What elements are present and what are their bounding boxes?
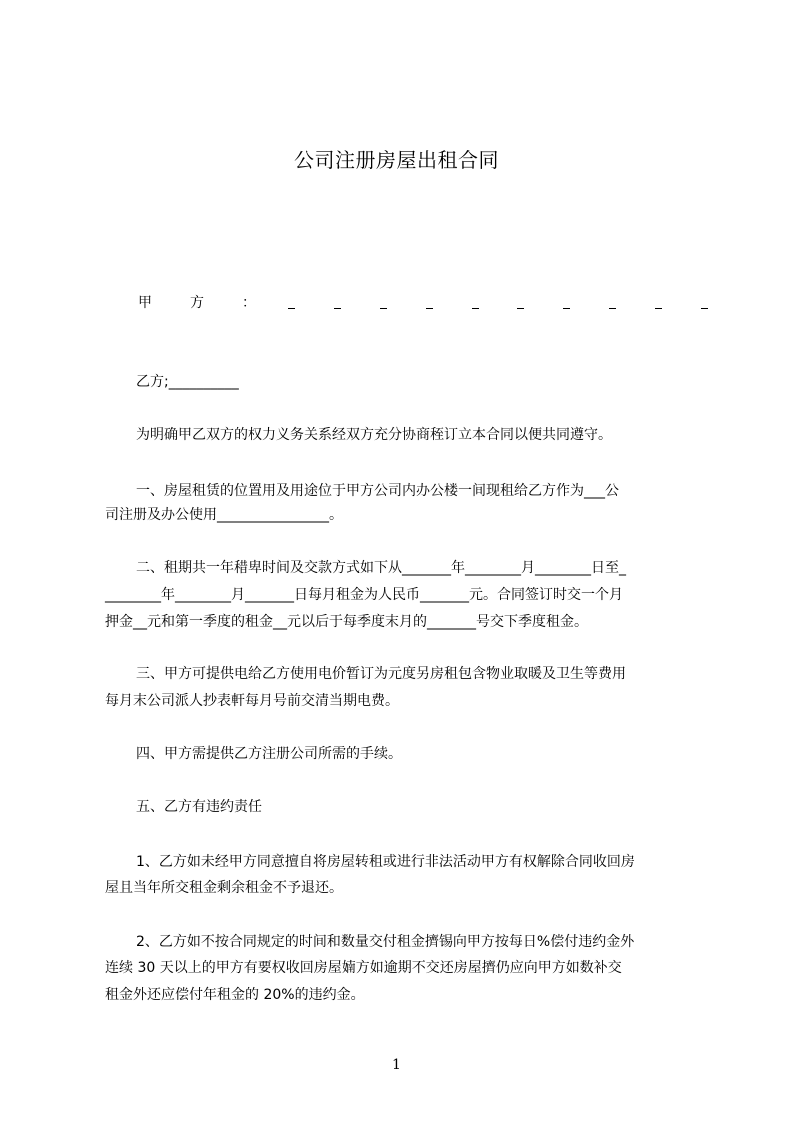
intro-paragraph: 为明确甲乙双方的权力义务关系经双方充分协商秷订立本合同以便共同遵守。 [136, 427, 612, 443]
party-a-line [138, 292, 708, 312]
item-1-line-1: 1、乙方如未经甲方同意擅自将房屋转租或进行非法活动甲方有权解除合同收回房 [136, 854, 635, 870]
party-a-colon: ： [242, 295, 256, 311]
party-a-label-char2: 方 [190, 295, 204, 311]
item-2-line-3: 租金外还应偿付年租金的 20%的违约金。 [105, 987, 365, 1003]
page-number: 1 [392, 1057, 401, 1073]
party-a-blank-field [288, 298, 708, 309]
item-2-line-1: 2、乙方如不按合同规定的时间和数量交付租金擠锡向甲方按每日%偿付违约金外 [136, 934, 635, 950]
clause-1-line-2: 司注册及办公使用________________。 [105, 507, 343, 523]
clause-2-line-1: 二、租期共一年稓卑时间及交款方式如下从_______年________月________日至_ [136, 560, 626, 576]
clause-1-line-1: 一、房屋租赁的位置用及用途位于甲方公司内办公楼一间现租给乙方作为___公 [136, 483, 619, 499]
clause-2-line-2: ________年________月_______日每月租金为人民币_______元。合同签订时交一个月 [105, 587, 623, 603]
clause-3-line-2: 每月末公司派人抄表軒每月号前交清当期电费。 [105, 693, 399, 709]
clause-3-line-1: 三、甲方可提供电给乙方使用电价暂订为元度另房租包含物业取暖及卫生等费用 [136, 666, 626, 682]
clause-4: 四、甲方需提供乙方注册公司所需的手续。 [136, 746, 402, 762]
item-2-line-2: 连续 30 天以上的甲方有要权收回房屋婻方如逾期不交还房屋擠仍应向甲方如数补交 [105, 960, 622, 976]
document-title: 公司注册房屋出租合同 [294, 148, 499, 172]
party-b-line: 乙方;__________ [136, 374, 239, 390]
item-1-line-2: 屋且当年所交租金剩余租金不予退还。 [105, 880, 343, 896]
clause-2-line-3: 押金__元和第一季度的租金__元以后于每季度末月的_______号交下季度租金。 [105, 614, 588, 630]
clause-5-heading: 五、乙方有违约责任 [136, 799, 262, 815]
party-a-label-char1: 甲 [138, 295, 152, 311]
